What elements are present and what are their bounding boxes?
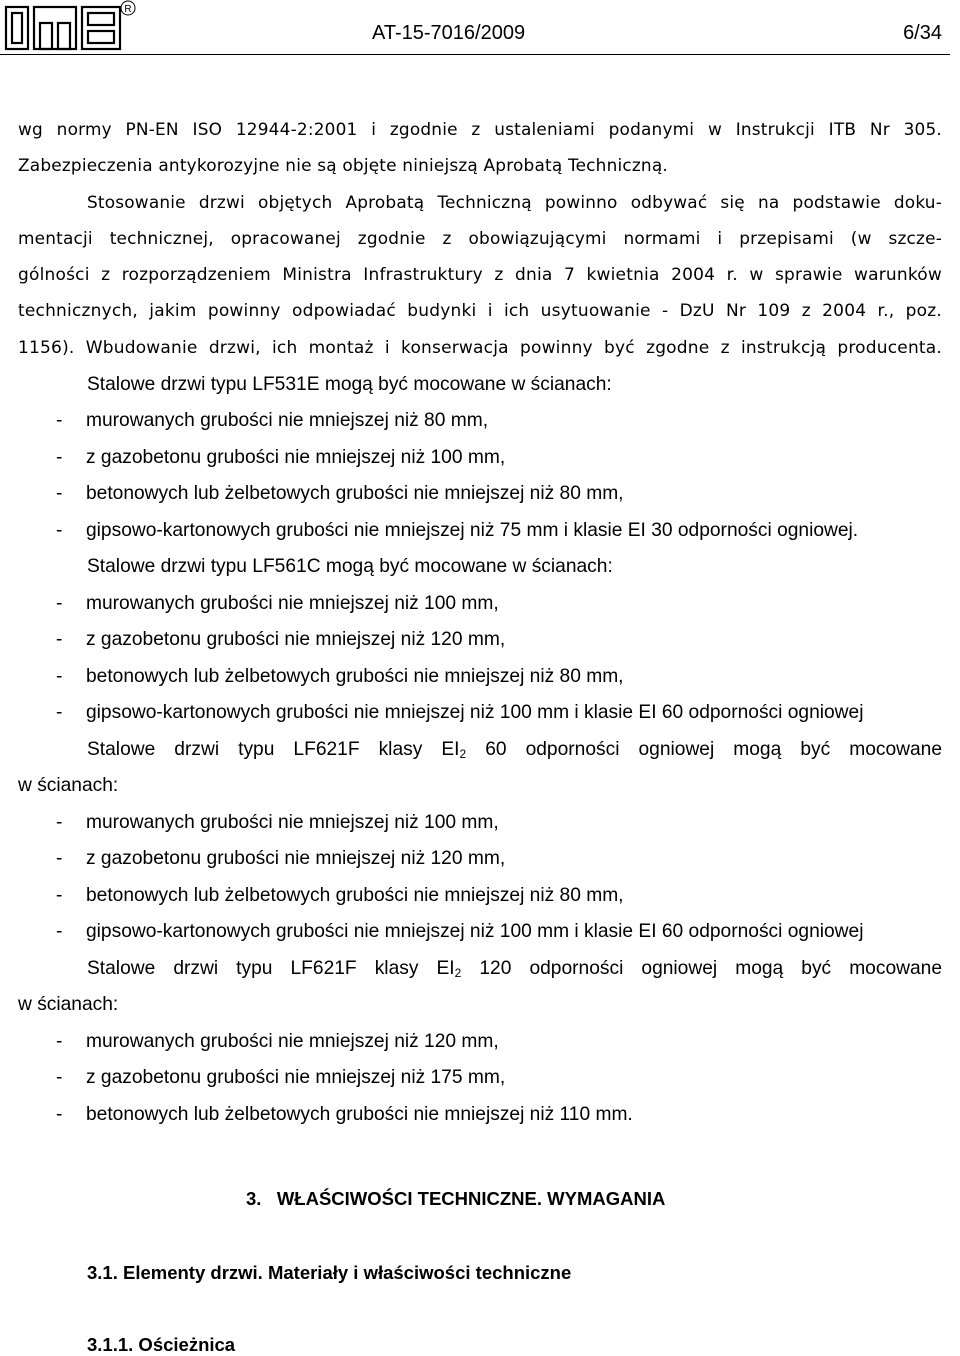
subsection-heading: 3.1. Elementy drzwi. Materiały i właściwości techniczne [87,1262,572,1283]
intro-text: Stalowe drzwi typu LF621F klasy EI [87,739,460,760]
subsubsection-heading: 3.1.1. Ościeżnica [87,1334,236,1355]
itb-logo [4,3,124,51]
document-number: AT-15-7016/2009 [372,22,526,44]
list-dash: - [56,921,63,942]
list-dash: - [56,885,63,906]
paragraph-line: wg normy PN-EN ISO 12944-2:2001 i zgodnie z ustaleniami podanymi w Instrukcji ITB Nr 305. [18,119,942,139]
paragraph-line: technicznych, jakim powinny odpowiadać budynki i ich usytuowanie - DzU Nr 109 z 2004 r., poz. [18,301,942,321]
list-dash: - [56,702,63,723]
section-intro: Stalowe drzwi typu LF561C mogą być mocowane w ścianach: [87,556,613,577]
page-number: 6/34 [903,22,942,44]
list-dash: - [56,812,63,833]
list-dash: - [56,848,63,869]
list-item: murowanych grubości nie mniejszej niż 100 mm, [86,593,499,614]
list-dash: - [56,629,63,650]
list-item: z gazobetonu grubości nie mniejszej niż 100 mm, [86,447,506,468]
list-dash: - [56,1104,63,1125]
list-item: murowanych grubości nie mniejszej niż 120 mm, [86,1031,499,1052]
paragraph-line: gólności z rozporządzeniem Ministra Infrastruktury z dnia 7 kwietnia 2004 r. w sprawie warunków [18,265,942,285]
list-item: betonowych lub żelbetowych grubości nie mniejszej niż 80 mm, [86,483,624,504]
section-intro-continued: w ścianach: [18,775,119,796]
section-intro: Stalowe drzwi typu LF531E mogą być mocowane w ścianach: [87,374,612,395]
list-dash: - [56,410,63,431]
list-dash: - [56,483,63,504]
list-item: murowanych grubości nie mniejszej niż 100 mm, [86,812,499,833]
list-dash: - [56,1031,63,1052]
list-item: gipsowo-kartonowych grubości nie mniejszej niż 75 mm i klasie EI 30 odporności ogniowej. [86,520,859,541]
section-heading: 3. WŁAŚCIWOŚCI TECHNICZNE. WYMAGANIA [246,1188,666,1209]
list-item: z gazobetonu grubości nie mniejszej niż 120 mm, [86,629,506,650]
intro-text: Stalowe drzwi typu LF621F klasy EI [87,958,455,979]
paragraph-line: mentacji technicznej, opracowanej zgodnie z obowiązującymi normami i przepisami (w szcze- [18,228,942,248]
list-dash: - [56,447,63,468]
list-item: z gazobetonu grubości nie mniejszej niż 120 mm, [86,848,506,869]
svg-text:R: R [124,4,132,15]
list-item: murowanych grubości nie mniejszej niż 80 mm, [86,410,489,431]
paragraph-line: Zabezpieczenia antykorozyjne nie są objęte niniejszą Aprobatą Techniczną. [18,155,668,175]
list-dash: - [56,1067,63,1088]
list-item: gipsowo-kartonowych grubości nie mniejszej niż 100 mm i klasie EI 60 odporności ogniowej [86,702,864,723]
list-item: betonowych lub żelbetowych grubości nie mniejszej niż 80 mm, [86,666,624,687]
section-intro [87,958,942,980]
list-item: betonowych lub żelbetowych grubości nie mniejszej niż 110 mm. [86,1104,633,1125]
paragraph-line: 1156). Wbudowanie drzwi, ich montaż i konserwacja powinny być zgodne z instrukcją producenta. [18,338,942,358]
list-dash: - [56,520,63,541]
subscript: 2 [454,966,462,980]
registered-trademark-icon [120,0,136,16]
list-item: z gazobetonu grubości nie mniejszej niż 175 mm, [86,1067,506,1088]
intro-text: 60 odporności ogniowej mogą być mocowane [466,739,943,760]
list-dash: - [56,593,63,614]
paragraph-line: Stosowanie drzwi objętych Aprobatą Techniczną powinno odbywać się na podstawie doku- [87,192,942,212]
list-dash: - [56,666,63,687]
section-intro-continued: w ścianach: [18,994,119,1015]
header-rule [0,54,950,55]
list-item: betonowych lub żelbetowych grubości nie mniejszej niż 80 mm, [86,885,624,906]
list-item: gipsowo-kartonowych grubości nie mniejszej niż 100 mm i klasie EI 60 odporności ogniowej [86,921,864,942]
intro-text: 120 odporności ogniowej mogą być mocowane [461,958,942,979]
section-intro [87,739,942,761]
subscript: 2 [459,747,467,761]
